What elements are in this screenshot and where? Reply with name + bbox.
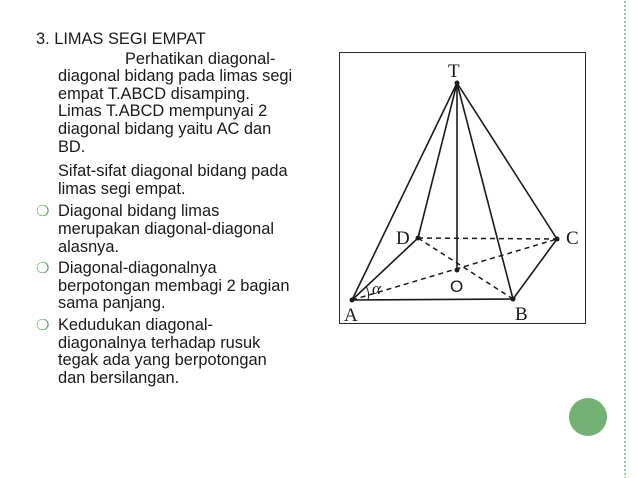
sifat-line: limas segi empat. (58, 179, 186, 198)
bullet-item (36, 317, 338, 387)
bullet-line: Diagonal bidang limas (58, 202, 220, 221)
bullet-icon: ❍ (36, 316, 50, 334)
point-D (416, 236, 421, 241)
intro-paragraph (36, 51, 338, 199)
bullet-line: dan bersilangan. (58, 368, 180, 387)
bullet-line: Diagonal-diagonalnya (58, 259, 217, 278)
bullet-item (36, 203, 338, 256)
bullet-line: berpotongan membagi 2 bagian (58, 276, 290, 295)
label-C: C (566, 228, 579, 249)
bullet-line: Kedudukan diagonal- (58, 315, 213, 334)
edge-TC (457, 83, 557, 239)
label-alpha: α (372, 279, 381, 298)
bullet-item (36, 260, 338, 313)
intro-line: Limas T.ABCD mempunyai 2 (58, 102, 268, 121)
decorative-dotted-line (624, 0, 626, 478)
point-C (555, 237, 560, 242)
intro-line: empat T.ABCD disamping. (58, 84, 250, 103)
bullet-line: sama panjang. (58, 294, 166, 313)
bullet-line: diagonalnya terhadap rusuk (58, 333, 261, 352)
point-O (455, 268, 460, 273)
intro-line: Perhatikan diagonal- (125, 49, 276, 68)
slide-text (36, 31, 338, 391)
label-T: T (448, 61, 460, 82)
bullet-icon: ❍ (36, 260, 50, 278)
edge-TD (418, 83, 457, 238)
angle-arc (366, 286, 369, 300)
label-O: O (450, 277, 464, 296)
label-A: A (344, 305, 358, 325)
point-A (350, 298, 355, 303)
bullet-line: tegak ada yang berpotongan (58, 351, 267, 370)
pyramid-diagram (340, 53, 587, 325)
bullet-icon: ❍ (36, 203, 50, 221)
edge-BC (513, 239, 557, 299)
intro-line: diagonal bidang pada limas segi (58, 67, 293, 86)
edge-TA (352, 83, 457, 300)
intro-line: diagonal bidang yaitu AC dan (58, 119, 272, 138)
bullet-line: alasnya. (58, 237, 120, 256)
pyramid-figure (339, 52, 586, 324)
section-heading: 3. LIMAS SEGI EMPAT (36, 30, 206, 48)
sifat-line: Sifat-sifat diagonal bidang pada (58, 162, 288, 181)
edge-DC (418, 238, 557, 239)
label-D: D (396, 228, 410, 249)
point-B (511, 297, 516, 302)
label-B: B (515, 304, 528, 325)
next-slide-button[interactable] (569, 398, 607, 436)
bullet-line: merupakan diagonal-diagonal (58, 219, 274, 238)
intro-line: BD. (58, 137, 86, 156)
edge-AB (352, 299, 513, 300)
